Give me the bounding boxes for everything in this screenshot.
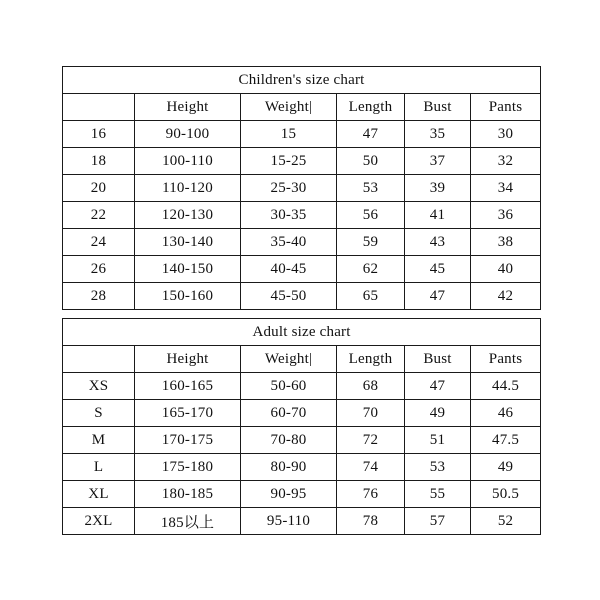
cell-length: 74 — [337, 454, 405, 481]
cell-weight: 35-40 — [241, 229, 337, 256]
cell-size: L — [63, 454, 135, 481]
cell-bust: 51 — [405, 427, 471, 454]
cell-pants: 32 — [471, 148, 541, 175]
cell-size: 2XL — [63, 508, 135, 535]
table-header-row — [63, 346, 541, 373]
cell-bust: 49 — [405, 400, 471, 427]
header-weight: Weight| — [241, 346, 337, 373]
cell-size: 28 — [63, 283, 135, 310]
cell-weight: 50-60 — [241, 373, 337, 400]
header-length: Length — [337, 346, 405, 373]
cell-weight: 25-30 — [241, 175, 337, 202]
cell-bust: 47 — [405, 283, 471, 310]
cell-height: 130-140 — [135, 229, 241, 256]
cell-bust: 39 — [405, 175, 471, 202]
cell-pants: 36 — [471, 202, 541, 229]
cell-pants: 42 — [471, 283, 541, 310]
cell-bust: 43 — [405, 229, 471, 256]
cell-pants: 47.5 — [471, 427, 541, 454]
header-bust: Bust — [405, 94, 471, 121]
header-size — [63, 94, 135, 121]
cell-bust: 45 — [405, 256, 471, 283]
header-size — [63, 346, 135, 373]
cell-size: 26 — [63, 256, 135, 283]
cell-pants: 40 — [471, 256, 541, 283]
children-size-chart-block — [62, 66, 540, 310]
header-pants: Pants — [471, 94, 541, 121]
table-row — [63, 454, 541, 481]
cell-length: 68 — [337, 373, 405, 400]
header-length: Length — [337, 94, 405, 121]
cell-pants: 52 — [471, 508, 541, 535]
cell-pants: 50.5 — [471, 481, 541, 508]
cell-length: 59 — [337, 229, 405, 256]
cell-pants: 38 — [471, 229, 541, 256]
cell-height: 150-160 — [135, 283, 241, 310]
cell-bust: 41 — [405, 202, 471, 229]
cell-pants: 34 — [471, 175, 541, 202]
table-row — [63, 508, 541, 535]
cell-length: 76 — [337, 481, 405, 508]
cell-height: 140-150 — [135, 256, 241, 283]
cell-size: XS — [63, 373, 135, 400]
cell-size: 16 — [63, 121, 135, 148]
table-header-row — [63, 94, 541, 121]
table-row — [63, 175, 541, 202]
cell-size: 24 — [63, 229, 135, 256]
cell-height: 180-185 — [135, 481, 241, 508]
cell-length: 62 — [337, 256, 405, 283]
cell-height: 90-100 — [135, 121, 241, 148]
table-row — [63, 148, 541, 175]
table-row — [63, 400, 541, 427]
cell-size: S — [63, 400, 135, 427]
header-height: Height — [135, 94, 241, 121]
cell-length: 65 — [337, 283, 405, 310]
cell-height: 185以上 — [135, 508, 241, 535]
children-size-table — [62, 66, 541, 310]
header-bust: Bust — [405, 346, 471, 373]
cell-bust: 55 — [405, 481, 471, 508]
cell-weight: 90-95 — [241, 481, 337, 508]
cell-length: 72 — [337, 427, 405, 454]
cell-pants: 30 — [471, 121, 541, 148]
cell-bust: 53 — [405, 454, 471, 481]
table-row — [63, 283, 541, 310]
cell-length: 47 — [337, 121, 405, 148]
table-row — [63, 481, 541, 508]
cell-weight: 30-35 — [241, 202, 337, 229]
table-row — [63, 229, 541, 256]
cell-weight: 45-50 — [241, 283, 337, 310]
cell-weight: 15-25 — [241, 148, 337, 175]
cell-pants: 46 — [471, 400, 541, 427]
cell-length: 50 — [337, 148, 405, 175]
cell-length: 78 — [337, 508, 405, 535]
cell-height: 120-130 — [135, 202, 241, 229]
cell-size: 20 — [63, 175, 135, 202]
cell-height: 100-110 — [135, 148, 241, 175]
cell-pants: 49 — [471, 454, 541, 481]
table-row — [63, 427, 541, 454]
table-title-row — [63, 67, 541, 94]
children-chart-title: Children's size chart — [63, 67, 541, 94]
cell-length: 56 — [337, 202, 405, 229]
cell-bust: 57 — [405, 508, 471, 535]
table-row — [63, 373, 541, 400]
cell-bust: 35 — [405, 121, 471, 148]
cell-bust: 37 — [405, 148, 471, 175]
adult-size-table — [62, 318, 541, 535]
cell-weight: 15 — [241, 121, 337, 148]
cell-pants: 44.5 — [471, 373, 541, 400]
cell-size: M — [63, 427, 135, 454]
cell-height: 160-165 — [135, 373, 241, 400]
table-row — [63, 121, 541, 148]
table-title-row — [63, 319, 541, 346]
cell-length: 70 — [337, 400, 405, 427]
cell-length: 53 — [337, 175, 405, 202]
table-row — [63, 202, 541, 229]
table-row — [63, 256, 541, 283]
cell-weight: 40-45 — [241, 256, 337, 283]
cell-bust: 47 — [405, 373, 471, 400]
header-weight: Weight| — [241, 94, 337, 121]
cell-weight: 60-70 — [241, 400, 337, 427]
cell-height: 175-180 — [135, 454, 241, 481]
adult-chart-title: Adult size chart — [63, 319, 541, 346]
cell-height: 110-120 — [135, 175, 241, 202]
cell-height: 170-175 — [135, 427, 241, 454]
header-height: Height — [135, 346, 241, 373]
cell-size: XL — [63, 481, 135, 508]
cell-weight: 95-110 — [241, 508, 337, 535]
adult-size-chart-block — [62, 318, 540, 535]
cell-height: 165-170 — [135, 400, 241, 427]
cell-weight: 80-90 — [241, 454, 337, 481]
cell-weight: 70-80 — [241, 427, 337, 454]
cell-size: 18 — [63, 148, 135, 175]
header-pants: Pants — [471, 346, 541, 373]
cell-size: 22 — [63, 202, 135, 229]
